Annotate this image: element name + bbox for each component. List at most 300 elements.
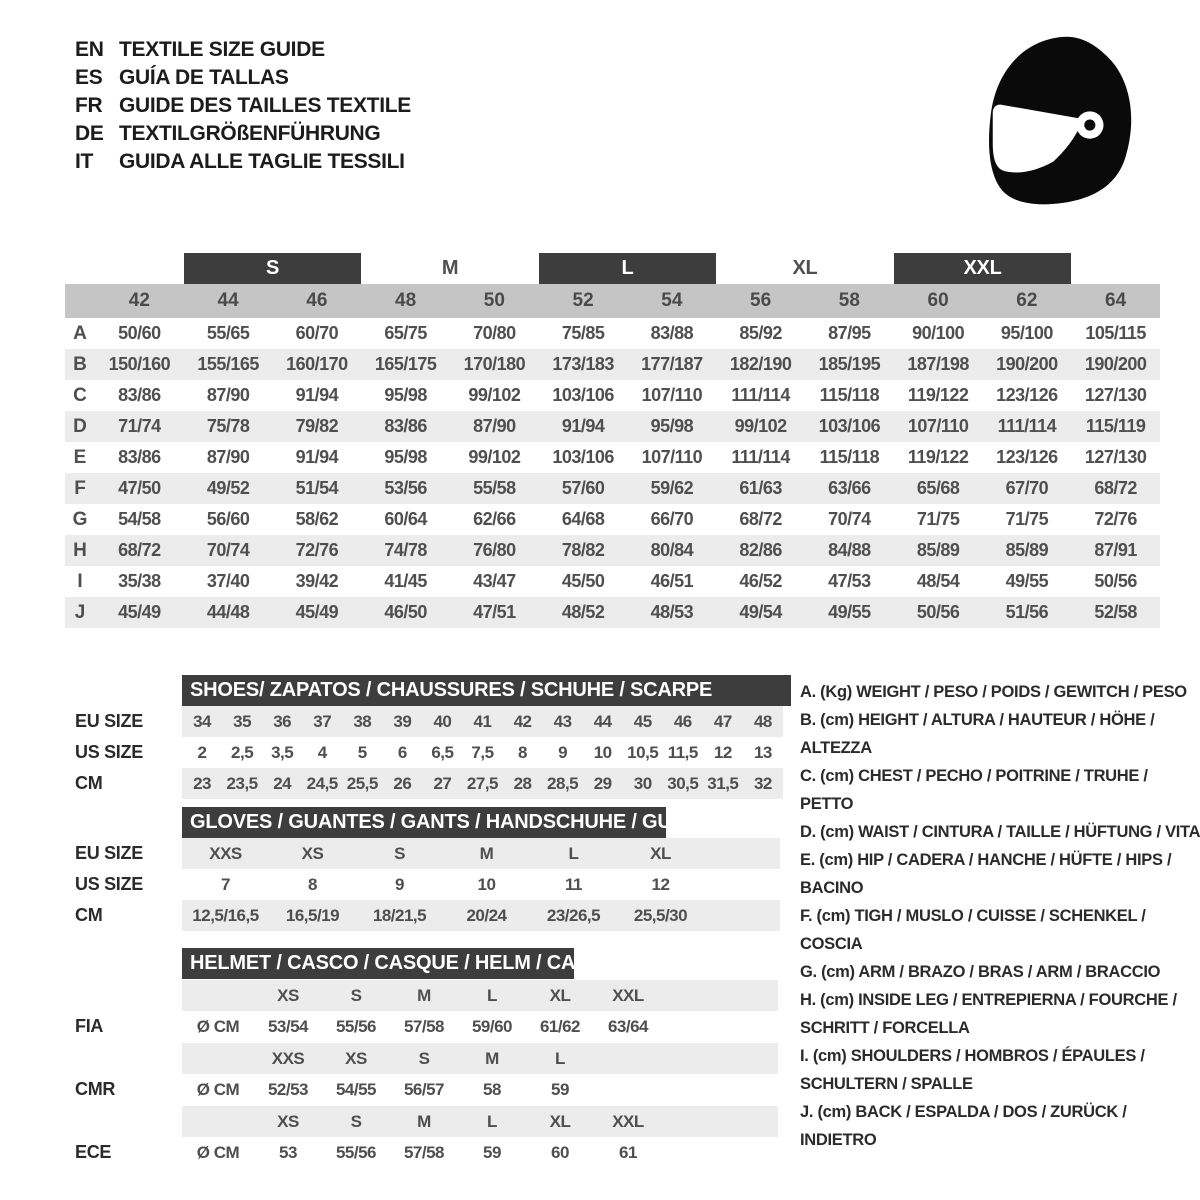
size-value: 39/42 xyxy=(295,571,339,591)
size-value: 46/52 xyxy=(739,571,782,591)
row-letter: G xyxy=(72,508,88,530)
size-value: 6,5 xyxy=(431,742,454,762)
size-value: 61/63 xyxy=(739,478,782,498)
size-value: 10 xyxy=(477,874,496,894)
row-letter: C xyxy=(73,384,87,406)
textile-size-table xyxy=(65,253,1160,628)
size-value: 48/52 xyxy=(561,602,605,622)
size-value: 38 xyxy=(353,711,372,731)
size-value: 34 xyxy=(193,711,211,731)
helmet-size-value: 58 xyxy=(483,1079,501,1099)
size-group-header-row xyxy=(65,253,1160,284)
language-row xyxy=(75,120,411,148)
size-group-xxl: XXL xyxy=(894,253,1072,284)
size-value: 10 xyxy=(593,742,612,762)
size-value: 57/60 xyxy=(561,478,605,498)
row-label: EU SIZE xyxy=(75,843,143,863)
size-value: 190/200 xyxy=(1084,354,1147,374)
size-value: 64/68 xyxy=(561,509,605,529)
language-row xyxy=(75,64,411,92)
size-value: 24,5 xyxy=(306,773,338,793)
helmet-size: M xyxy=(417,985,431,1005)
measurement-row-j xyxy=(65,597,1160,628)
size-value: 187/198 xyxy=(907,354,969,374)
helmet-title: HELMET / CASCO / CASQUE / HELM / CASCO xyxy=(190,952,618,974)
helmet-size: XL xyxy=(549,985,571,1005)
racing-helmet-icon xyxy=(982,32,1137,210)
size-value: 45/49 xyxy=(295,602,339,622)
helmet-size-value: 59/60 xyxy=(471,1016,513,1036)
helmet-size: M xyxy=(417,1111,431,1131)
size-value: XL xyxy=(650,843,671,863)
size-value: 103/106 xyxy=(818,416,881,436)
row-label: US SIZE xyxy=(75,874,143,894)
size-value: 85/89 xyxy=(916,540,960,560)
size-value: 103/106 xyxy=(552,385,614,405)
legend-line: E. (cm) HIP / CADERA / HANCHE / HÜFTE / HIPS / BACINO xyxy=(800,851,1172,897)
size-value: 87/90 xyxy=(206,385,250,405)
language-code: IT xyxy=(75,150,94,173)
size-value: 51/56 xyxy=(1005,602,1049,622)
measurement-row-c xyxy=(65,380,1160,411)
size-value: 185/195 xyxy=(818,354,881,374)
size-value: 50/56 xyxy=(1094,571,1137,591)
size-value: 87/90 xyxy=(206,447,250,467)
helmet-size-value: 53/54 xyxy=(267,1016,309,1036)
row-letter: H xyxy=(73,539,87,561)
size-value: 70/74 xyxy=(206,540,250,560)
numeric-size: 56 xyxy=(750,290,772,311)
size-value: 29 xyxy=(593,773,612,793)
size-value: 36 xyxy=(273,711,292,731)
measurement-rows xyxy=(65,318,1160,628)
measurement-legend xyxy=(800,678,1200,1154)
size-value: 6 xyxy=(397,742,407,762)
size-value: 49/52 xyxy=(206,478,250,498)
helmet-size: S xyxy=(418,1048,430,1068)
size-value: 91/94 xyxy=(295,385,339,405)
size-value: 48 xyxy=(753,711,772,731)
size-value: 63/66 xyxy=(828,478,871,498)
size-value: 10,5 xyxy=(627,742,659,762)
language-title: GUÍA DE TALLAS xyxy=(119,66,289,89)
size-value: 83/86 xyxy=(384,416,427,436)
size-value: M xyxy=(479,843,494,863)
language-code: ES xyxy=(75,66,103,89)
size-value: 49/54 xyxy=(739,602,782,622)
size-value: 13 xyxy=(753,742,772,762)
size-value: 83/86 xyxy=(118,447,161,467)
size-value: 28 xyxy=(513,773,532,793)
language-row xyxy=(75,148,411,176)
size-value: 115/118 xyxy=(819,447,880,467)
numeric-size: 64 xyxy=(1105,290,1127,311)
helmet-values-row xyxy=(182,1137,778,1168)
row-letter: A xyxy=(73,322,87,344)
diameter-unit: Ø CM xyxy=(196,1079,240,1099)
size-value: 12,5/16,5 xyxy=(192,905,259,925)
size-value: 35/38 xyxy=(118,571,161,591)
size-value: 9 xyxy=(395,874,404,894)
size-value: 78/82 xyxy=(561,540,605,560)
size-value: 95/98 xyxy=(384,447,427,467)
row-letter: F xyxy=(74,477,86,499)
size-value: 65/68 xyxy=(916,478,960,498)
helmet-size-value: 56/57 xyxy=(403,1079,445,1099)
measurement-row-e xyxy=(65,442,1160,473)
language-code: EN xyxy=(75,38,104,61)
size-value: 50/60 xyxy=(118,323,161,343)
legend-item xyxy=(800,678,1200,706)
size-value: 76/80 xyxy=(473,540,516,560)
size-value: 70/74 xyxy=(828,509,871,529)
size-value: 45/50 xyxy=(561,571,605,591)
legend-item xyxy=(800,762,1200,818)
size-value: 72/76 xyxy=(1094,509,1137,529)
helmet-values-row xyxy=(182,1011,778,1042)
size-value: 59/62 xyxy=(650,478,694,498)
helmet-size-value: 60 xyxy=(551,1142,569,1162)
size-value: 27 xyxy=(433,773,452,793)
language-title-list xyxy=(75,36,411,176)
numeric-size: 52 xyxy=(572,290,594,311)
size-value: 45/49 xyxy=(118,602,161,622)
size-value: 150/160 xyxy=(108,354,171,374)
legend-item xyxy=(800,846,1200,902)
table-row xyxy=(182,768,783,799)
size-value: 49/55 xyxy=(1005,571,1049,591)
size-value: 41 xyxy=(473,711,492,731)
helmet-size: XL xyxy=(549,1111,571,1131)
helmet-size-value: 53 xyxy=(279,1142,297,1162)
helmet-size: XS xyxy=(277,985,299,1005)
row-label: CM xyxy=(75,905,103,925)
size-value: 95/98 xyxy=(384,385,427,405)
gloves-title-bar xyxy=(182,807,718,838)
size-value: 35 xyxy=(233,711,252,731)
size-value: 68/72 xyxy=(739,509,782,529)
helmet-size-value: 55/56 xyxy=(335,1142,377,1162)
size-value: 190/200 xyxy=(996,354,1058,374)
size-value: 30 xyxy=(633,773,652,793)
legend-line: SCHRITT / FORCELLA xyxy=(800,1019,970,1037)
helmet-title-bar xyxy=(182,948,618,979)
size-value: 119/122 xyxy=(907,447,969,467)
size-value: 55/58 xyxy=(473,478,516,498)
language-row xyxy=(75,92,411,120)
helmet-size-value: 55/56 xyxy=(335,1016,377,1036)
size-value: 60/70 xyxy=(295,323,339,343)
standard-label-fia: FIA xyxy=(75,1016,104,1036)
helmet-values-row xyxy=(182,1074,778,1105)
helmet-sizes-row xyxy=(182,1043,778,1074)
size-value: 25,5 xyxy=(346,773,378,793)
measurement-row-b xyxy=(65,349,1160,380)
size-value: 39 xyxy=(393,711,412,731)
helmet-size: L xyxy=(487,985,497,1005)
language-title: GUIDA ALLE TAGLIE TESSILI xyxy=(119,150,405,173)
language-code: DE xyxy=(75,122,104,145)
size-value: 12 xyxy=(651,874,670,894)
size-value: 45 xyxy=(633,711,652,731)
size-value: 37 xyxy=(313,711,332,731)
table-row xyxy=(182,737,783,768)
row-letter: B xyxy=(73,353,87,375)
size-value: 55/65 xyxy=(206,323,250,343)
size-value: 48/53 xyxy=(650,602,694,622)
legend-item xyxy=(800,902,1200,958)
helmet-size: S xyxy=(350,985,362,1005)
size-value: 11,5 xyxy=(667,742,698,762)
size-value: 155/165 xyxy=(197,354,259,374)
size-value: 25,5/30 xyxy=(633,905,688,925)
size-value: 46/51 xyxy=(650,571,694,591)
size-value: 70/80 xyxy=(473,323,516,343)
size-value: 41/45 xyxy=(384,571,427,591)
size-value: 90/100 xyxy=(912,323,965,343)
size-value: 58/62 xyxy=(295,509,339,529)
size-value: 105/115 xyxy=(1085,323,1146,343)
size-value: 127/130 xyxy=(1084,385,1147,405)
numeric-size-row xyxy=(65,284,1160,318)
size-value: 46/50 xyxy=(384,602,427,622)
size-value: 40 xyxy=(433,711,452,731)
measurement-row-g xyxy=(65,504,1160,535)
size-value: 54/58 xyxy=(118,509,161,529)
size-value: 85/89 xyxy=(1005,540,1049,560)
size-value: 18/21,5 xyxy=(372,905,427,925)
row-letter: E xyxy=(73,446,87,468)
helmet-size-value: 57/58 xyxy=(403,1016,445,1036)
legend-item xyxy=(800,986,1200,1042)
size-value: 51/54 xyxy=(295,478,339,498)
size-value: 12 xyxy=(713,742,732,762)
measurement-row-d xyxy=(65,411,1160,442)
helmet-size-value: 61 xyxy=(619,1142,637,1162)
size-value: 2,5 xyxy=(231,742,254,762)
size-value: 99/102 xyxy=(734,416,787,436)
size-value: 28,5 xyxy=(547,773,579,793)
legend-item xyxy=(800,706,1200,762)
size-value: L xyxy=(568,843,579,863)
size-value: 115/118 xyxy=(819,385,880,405)
size-value: 75/78 xyxy=(206,416,250,436)
size-value: 111/114 xyxy=(731,447,790,467)
size-value: 107/110 xyxy=(641,447,703,467)
size-value: 74/78 xyxy=(384,540,427,560)
size-value: 23 xyxy=(193,773,211,793)
helmet-size-value: 61/62 xyxy=(539,1016,581,1036)
size-value: 95/100 xyxy=(1000,323,1053,343)
size-value: 52/58 xyxy=(1094,602,1137,622)
legend-line: I. (cm) SHOULDERS / HOMBROS / ÉPAULES / xyxy=(800,1047,1145,1065)
size-value: 20/24 xyxy=(466,905,507,925)
size-value: 79/82 xyxy=(295,416,339,436)
size-value: 177/187 xyxy=(641,354,703,374)
size-value: 99/102 xyxy=(468,385,521,405)
size-group-m: M xyxy=(441,257,459,279)
size-value: S xyxy=(394,843,405,863)
size-value: 115/119 xyxy=(1085,416,1146,436)
size-value: 75/85 xyxy=(561,323,605,343)
size-value: 83/88 xyxy=(650,323,694,343)
size-group-s: S xyxy=(184,253,362,284)
measurement-row-h xyxy=(65,535,1160,566)
size-value: 111/114 xyxy=(997,416,1057,436)
size-value: 8 xyxy=(518,742,528,762)
size-value: 9 xyxy=(558,742,568,762)
diameter-unit: Ø CM xyxy=(196,1142,240,1162)
size-value: XS xyxy=(301,843,324,863)
size-value: 123/126 xyxy=(996,447,1058,467)
legend-line: G. (cm) ARM / BRAZO / BRAS / ARM / BRACCIO xyxy=(800,963,1161,981)
helmet-size: L xyxy=(487,1111,497,1131)
size-value: 107/110 xyxy=(641,385,703,405)
size-value: 60/64 xyxy=(384,509,427,529)
helmet-size: L xyxy=(555,1048,565,1068)
size-value: 32 xyxy=(753,773,772,793)
size-value: 47/50 xyxy=(118,478,161,498)
size-value: 87/91 xyxy=(1094,540,1137,560)
size-value: 68/72 xyxy=(1094,478,1137,498)
size-value: 85/92 xyxy=(739,323,782,343)
numeric-size: 48 xyxy=(395,290,417,311)
size-value: 27,5 xyxy=(466,773,499,793)
shoes-title-bar xyxy=(182,675,791,706)
legend-line: C. (cm) CHEST / PECHO / POITRINE / TRUHE / PETTO xyxy=(800,767,1148,813)
size-value: 42 xyxy=(513,711,532,731)
size-value: 66/70 xyxy=(650,509,694,529)
size-value: 95/98 xyxy=(650,416,694,436)
size-value: 7,5 xyxy=(471,742,494,762)
size-value: 72/76 xyxy=(295,540,339,560)
size-value: 127/130 xyxy=(1084,447,1147,467)
measurement-row-i xyxy=(65,566,1160,597)
helmet-size: XS xyxy=(345,1048,367,1068)
row-letter: I xyxy=(77,570,83,592)
size-value: 48/54 xyxy=(916,571,960,591)
size-value: 47/53 xyxy=(828,571,871,591)
size-value: 49/55 xyxy=(828,602,871,622)
size-value: 50/56 xyxy=(916,602,960,622)
size-value: 71/75 xyxy=(1005,509,1049,529)
row-label: US SIZE xyxy=(75,742,143,762)
numeric-size: 62 xyxy=(1016,290,1038,311)
legend-line: D. (cm) WAIST / CINTURA / TAILLE / HÜFTUNG / VITA xyxy=(800,823,1200,841)
helmet-sizes-row xyxy=(182,1106,778,1137)
size-value: 123/126 xyxy=(996,385,1058,405)
size-value: 30,5 xyxy=(667,773,699,793)
language-code: FR xyxy=(75,94,103,117)
helmet-size-value: 57/58 xyxy=(403,1142,445,1162)
helmet-size-value: 54/55 xyxy=(335,1079,377,1099)
size-value: 68/72 xyxy=(118,540,161,560)
size-value: 23,5 xyxy=(226,773,258,793)
size-value: 47 xyxy=(713,711,732,731)
size-value: 83/86 xyxy=(118,385,161,405)
size-value: 67/70 xyxy=(1005,478,1049,498)
size-value: 103/106 xyxy=(552,447,614,467)
size-value: 44/48 xyxy=(206,602,250,622)
helmet-sizes-row xyxy=(182,980,778,1011)
legend-item xyxy=(800,818,1200,846)
size-value: 99/102 xyxy=(468,447,521,467)
helmet-size: XXL xyxy=(612,985,644,1005)
table-row xyxy=(182,869,780,900)
numeric-size: 50 xyxy=(483,290,505,311)
numeric-size: 46 xyxy=(306,290,328,311)
size-value: 173/183 xyxy=(552,354,614,374)
helmet-size-value: 59 xyxy=(551,1079,569,1099)
size-value: 23/26,5 xyxy=(546,905,601,925)
size-value: 71/75 xyxy=(916,509,960,529)
size-value: 91/94 xyxy=(295,447,339,467)
size-value: 3,5 xyxy=(271,742,294,762)
measurement-row-a xyxy=(65,318,1160,349)
helmet-size-value: 63/64 xyxy=(607,1016,649,1036)
size-value: 5 xyxy=(357,742,367,762)
size-value: 165/175 xyxy=(374,354,437,374)
size-value: 4 xyxy=(317,742,327,762)
size-value: 182/190 xyxy=(729,354,792,374)
row-label: CM xyxy=(75,773,103,793)
size-value: 37/40 xyxy=(206,571,250,591)
size-value: 24 xyxy=(273,773,292,793)
legend-line: B. (cm) HEIGHT / ALTURA / HAUTEUR / HÖHE / ALTEZZA xyxy=(800,711,1155,757)
helmet-size: M xyxy=(485,1048,499,1068)
numeric-size: 44 xyxy=(217,290,239,311)
legend-item xyxy=(800,958,1200,986)
numeric-size: 42 xyxy=(128,290,150,311)
size-value: 62/66 xyxy=(473,509,516,529)
language-row xyxy=(75,36,411,64)
standard-label-ece: ECE xyxy=(75,1142,112,1162)
size-group-xl: XL xyxy=(792,257,818,279)
diameter-unit: Ø CM xyxy=(196,1016,240,1036)
language-title: TEXTILGRÖßENFÜHRUNG xyxy=(119,122,381,145)
helmet-size: XXS xyxy=(271,1048,305,1068)
size-value: 47/51 xyxy=(473,602,516,622)
size-value: 8 xyxy=(308,874,317,894)
legend-line: A. (Kg) WEIGHT / PESO / POIDS / GEWITCH / PESO xyxy=(800,683,1187,701)
size-value: 56/60 xyxy=(206,509,250,529)
size-value: 7 xyxy=(221,874,230,894)
size-value: 91/94 xyxy=(561,416,605,436)
size-value: 84/88 xyxy=(828,540,871,560)
shoes-title: SHOES/ ZAPATOS / CHAUSSURES / SCHUHE / SCARPE xyxy=(190,679,713,701)
size-value: 87/95 xyxy=(828,323,871,343)
legend-line: H. (cm) INSIDE LEG / ENTREPIERNA / FOURCHE / xyxy=(800,991,1177,1009)
language-title: GUIDE DES TAILLES TEXTILE xyxy=(119,94,411,117)
size-value: 31,5 xyxy=(707,773,739,793)
size-value: 16,5/19 xyxy=(285,905,340,925)
size-value: 46 xyxy=(673,711,692,731)
size-value: 111/114 xyxy=(731,385,790,405)
legend-item xyxy=(800,1098,1200,1154)
legend-line: SCHULTERN / SPALLE xyxy=(800,1075,973,1093)
numeric-size: 54 xyxy=(661,290,683,311)
row-label: EU SIZE xyxy=(75,711,143,731)
size-value: 82/86 xyxy=(739,540,782,560)
size-value: 119/122 xyxy=(907,385,969,405)
size-value: 43/47 xyxy=(473,571,516,591)
size-value: 44 xyxy=(593,711,612,731)
language-title: TEXTILE SIZE GUIDE xyxy=(119,38,325,61)
helmet-size: XS xyxy=(277,1111,299,1131)
legend-line: F. (cm) TIGH / MUSLO / CUISSE / SCHENKEL / COSCIA xyxy=(800,907,1146,953)
measurement-row-f xyxy=(65,473,1160,504)
size-value: 170/180 xyxy=(463,354,526,374)
